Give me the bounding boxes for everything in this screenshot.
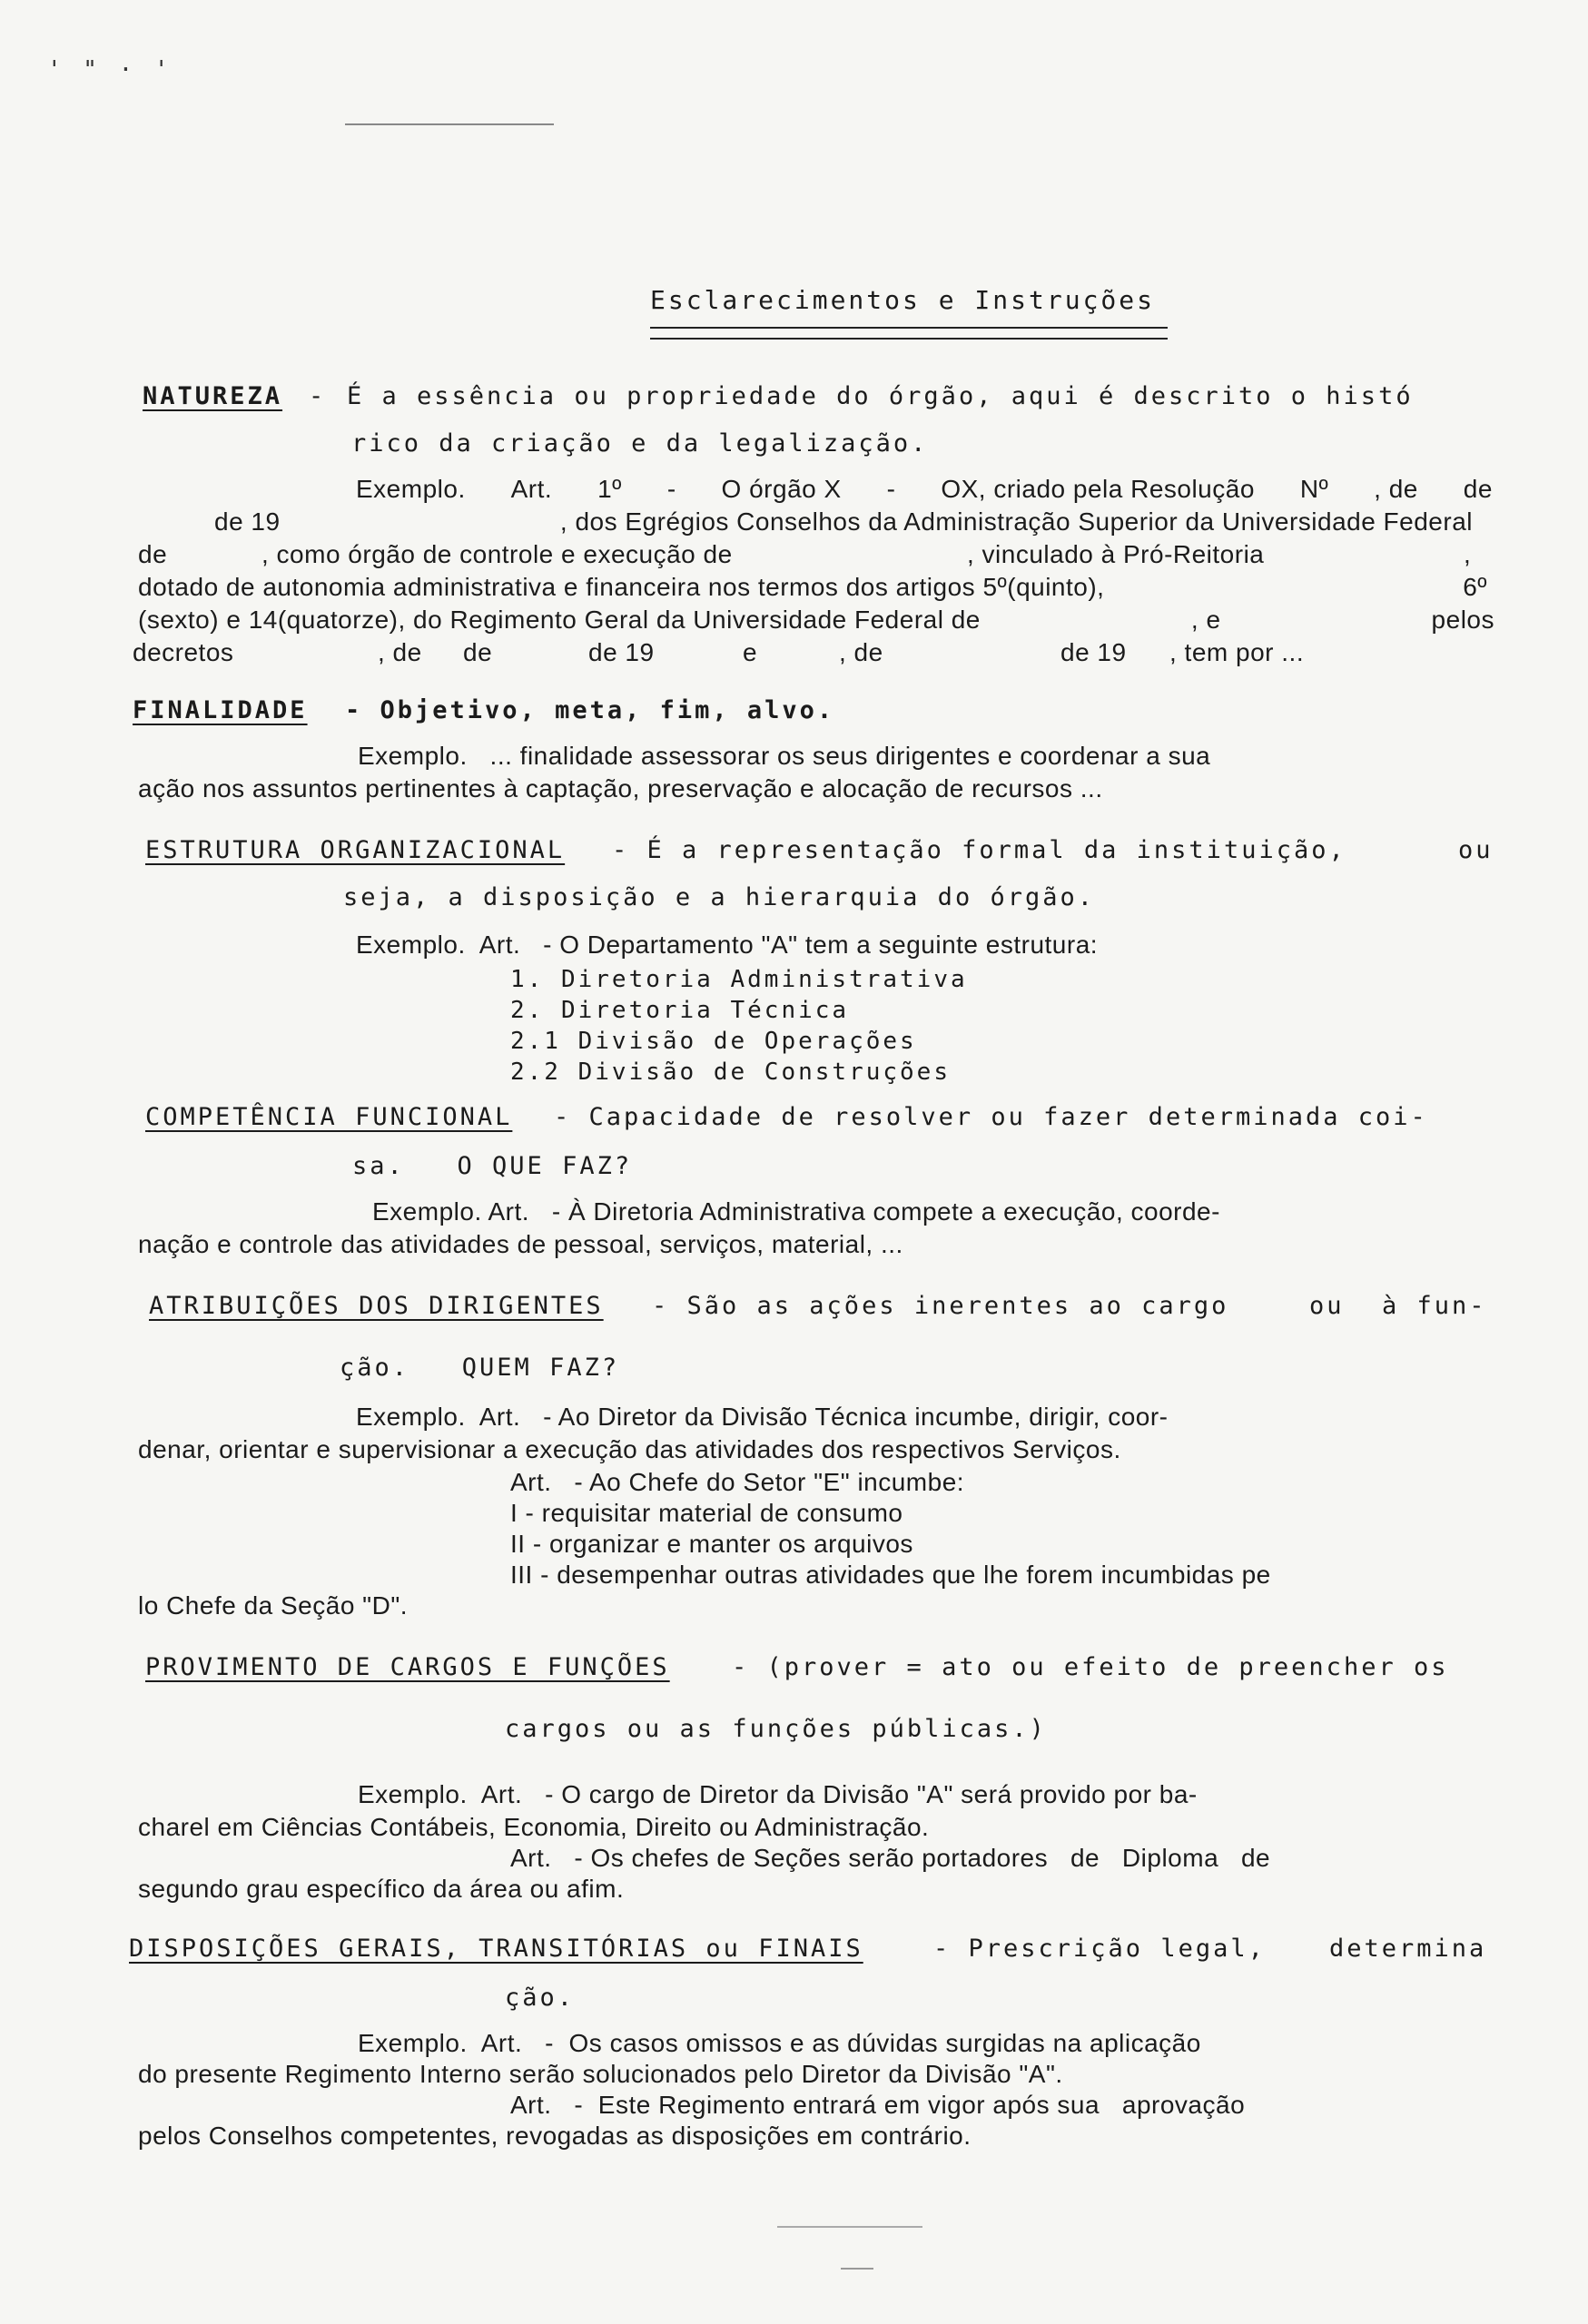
section-heading: COMPETÊNCIA FUNCIONAL (145, 1103, 513, 1131)
section-definition-cont: cargos ou as funções públicas.) (505, 1715, 1047, 1743)
attribution-item-cont: lo Chefe da Seção "D". (138, 1591, 409, 1620)
example-line (214, 507, 1473, 537)
title-double-rule (650, 327, 1168, 340)
example-line: nação e controle das atividades de pessoal, serviços, material, ... (138, 1230, 903, 1258)
margin-marks: ' " · ' (47, 56, 173, 84)
section-definition: - Capacidade de resolver ou fazer determinada coi- (554, 1103, 1428, 1131)
text: Nº (1299, 475, 1329, 503)
section-definition: - Objetivo, meta, fim, alvo. (345, 696, 835, 724)
section-heading: NATUREZA (143, 382, 283, 410)
structure-item: 2.2 Divisão de Construções (510, 1059, 951, 1086)
section-definition: É a essência ou propriedade do órgão, aqui é descrito o histó (347, 382, 1414, 410)
section-definition-cont: ção. (505, 1984, 576, 2012)
example-line-part: , como órgão de controle e execução de (261, 540, 733, 568)
example-line-part: de 19 (1060, 638, 1127, 666)
scan-smudge (841, 2268, 873, 2270)
example-line: Exemplo. Art. - O Departamento "A" tem a seguinte estrutura: (356, 931, 1099, 959)
example-line: Exemplo. Art. - Os casos omissos e as dúvidas surgidas na aplicação (358, 2029, 1201, 2057)
section-definition-cont: rico da criação e da legalização. (351, 429, 929, 458)
text: 1º (597, 475, 622, 503)
example-line: pelos Conselhos competentes, revogadas as disposições em contrário. (138, 2122, 972, 2150)
attribution-item: III - desempenhar outras atividades que lhe forem incumbidas pe (510, 1561, 1271, 1589)
section-heading: PROVIMENTO DE CARGOS E FUNÇÕES (145, 1653, 670, 1681)
section-dash: - (309, 382, 327, 410)
example-line (356, 474, 1493, 505)
structure-item: 2.1 Divisão de Operações (510, 1028, 917, 1055)
text: de 19 (214, 507, 281, 536)
section-definition: - (prover = ato ou efeito de preencher os (732, 1653, 1449, 1681)
example-line-part: , (1464, 540, 1472, 568)
text: 6º (1463, 573, 1487, 601)
scan-smudge (345, 123, 554, 125)
example-line: denar, orientar e supervisionar a execução das atividades dos respectivos Serviços. (138, 1435, 1121, 1463)
example-line: Exemplo. Art. - À Diretoria Administrativa compete a execução, coorde- (372, 1197, 1220, 1226)
section-heading: FINALIDADE (133, 696, 308, 724)
example-line-part: , tem por ... (1169, 638, 1305, 666)
example-line-part: de 19 (588, 638, 655, 666)
structure-item: 2. Diretoria Técnica (510, 997, 850, 1024)
text: - (666, 475, 676, 503)
section-definition: - São as ações inerentes ao cargo (652, 1292, 1229, 1320)
section-definition-end: à fun- (1382, 1292, 1487, 1320)
example-line: Exemplo. Art. - O cargo de Diretor da Divisão "A" será provido por ba- (358, 1780, 1198, 1808)
example-line-part: , de (378, 638, 422, 666)
example-line-part: , de (839, 638, 883, 666)
example-line (138, 605, 1494, 635)
scan-smudge (777, 2226, 922, 2228)
section-definition-end: ou (1458, 836, 1494, 864)
example-line: Art. - Os chefes de Seções serão portadores de Diploma de (510, 1844, 1271, 1872)
section-definition-cont: ção. QUEM FAZ? (340, 1354, 620, 1382)
section-definition-or: ou (1309, 1292, 1345, 1320)
text: Art. (510, 475, 553, 503)
text: OX, criado pela Resolução (941, 475, 1255, 503)
text: O órgão X (721, 475, 842, 503)
example-line (138, 572, 1487, 603)
section-definition: - Prescrição legal, (933, 1935, 1266, 1963)
section-heading: DISPOSIÇÕES GERAIS, TRANSITÓRIAS ou FINAIS (129, 1935, 863, 1963)
example-line: Exemplo. ... finalidade assessorar os seus dirigentes e coordenar a sua (358, 742, 1211, 770)
text: de (138, 540, 168, 568)
attribution-item: I - requisitar material de consumo (510, 1499, 903, 1527)
page-title: Esclarecimentos e Instruções (650, 285, 1156, 315)
example-label: Exemplo. (356, 475, 466, 503)
example-line-part: decretos (133, 638, 234, 666)
example-line: Art. - Este Regimento entrará em vigor após sua aprovação (510, 2091, 1246, 2119)
text: , e (1190, 606, 1221, 634)
example-line-part: , vinculado à Pró-Reitoria (967, 540, 1265, 568)
example-line: Exemplo. Art. - Ao Diretor da Divisão Técnica incumbe, dirigir, coor- (356, 1403, 1169, 1431)
section-definition-cont: seja, a disposição e a hierarquia do órgão. (343, 883, 1095, 911)
text: - (886, 475, 896, 503)
section-definition: - É a representação formal da instituição, (612, 836, 1346, 864)
section-definition-end: determina (1329, 1935, 1487, 1963)
text: dotado de autonomia administrativa e financeira nos termos dos artigos 5º(quinto), (138, 573, 1105, 601)
example-line: do presente Regimento Interno serão solucionados pelo Diretor da Divisão "A". (138, 2060, 1063, 2088)
text: de (1463, 475, 1493, 503)
structure-item: 1. Diretoria Administrativa (510, 966, 968, 993)
section-heading: ESTRUTURA ORGANIZACIONAL (145, 836, 566, 864)
section-definition-cont: sa. O QUE FAZ? (352, 1152, 633, 1180)
section-heading: ATRIBUIÇÕES DOS DIRIGENTES (149, 1292, 604, 1320)
example-line (138, 539, 167, 570)
example-line-part: e (743, 638, 758, 666)
text: , de (1374, 475, 1418, 503)
example-line: Art. - Ao Chefe do Setor "E" incumbe: (510, 1468, 965, 1496)
attribution-item: II - organizar e manter os arquivos (510, 1530, 913, 1558)
text: , dos Egrégios Conselhos da Administração Superior da Universidade Federal (559, 507, 1473, 536)
text: pelos (1431, 606, 1494, 634)
example-line: charel em Ciências Contábeis, Economia, Direito ou Administração. (138, 1813, 930, 1841)
text: (sexto) e 14(quatorze), do Regimento Geral da Universidade Federal de (138, 606, 981, 634)
example-line: ação nos assuntos pertinentes à captação, preservação e alocação de recursos ... (138, 774, 1103, 803)
example-line: segundo grau específico da área ou afim. (138, 1875, 625, 1903)
example-line-part: de (463, 638, 493, 666)
